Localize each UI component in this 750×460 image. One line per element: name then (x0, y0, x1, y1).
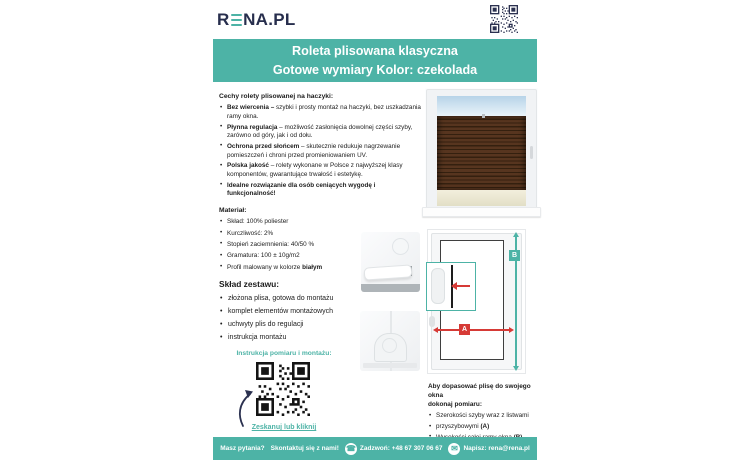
inset-handle (431, 268, 445, 304)
scan-or-click-link[interactable]: Zeskanuj lub kliknij (251, 424, 317, 431)
label-a: A (459, 324, 470, 335)
window-frame (426, 89, 537, 209)
bracket-base (363, 363, 417, 368)
width-measure-arrow (435, 329, 512, 331)
glazing-bead-inset (426, 262, 476, 311)
logo-text-prefix: R (217, 10, 230, 29)
product-subtitle: Gotowe wymiary Kolor: czekolada (272, 63, 478, 77)
title-banner (213, 39, 537, 82)
inset-red-arrow (455, 285, 470, 287)
measure-item: • przyszybowymi (A) (428, 423, 542, 432)
blind-hook (482, 114, 485, 118)
phone-icon: ☎ (345, 443, 356, 453)
kit-item: • złożona plisa, gotowa do montażu (219, 294, 421, 304)
contact-footer (213, 437, 537, 460)
feature-item: • Bez wiercenia – szybki i prosty montaż na haczyki, bez uszkadzania ramy okna. (219, 104, 421, 121)
footer-phone[interactable]: Zadzwoń: +48 67 307 06 67 (359, 445, 443, 452)
chocolate-pleated-blind (437, 116, 526, 190)
window-sill (422, 207, 541, 217)
landscape-through-glass (437, 190, 526, 206)
sky-through-glass (437, 96, 526, 116)
window-glass (437, 96, 526, 206)
label-b: B (509, 250, 520, 261)
material-heading: Materiał: (219, 207, 247, 214)
email-icon: ✉ (448, 443, 460, 455)
features-heading: Cechy rolety plisowanej na haczyki: (219, 93, 334, 100)
product-title: Roleta plisowana klasyczna (292, 44, 458, 58)
kit-item: • uchwyty plis do regulacji (219, 320, 421, 330)
grey-strip (361, 284, 420, 292)
diagram-window-handle (429, 316, 435, 327)
detail-photo-rail-hook (361, 232, 420, 292)
material-item: • Stopień zaciemnienia: 40/50 % (219, 241, 421, 250)
measurement-diagram (427, 229, 526, 374)
material-item: • Kurczliwość: 2% (219, 230, 421, 239)
measure-item: • Szerokości szyby wraz z listwami (428, 412, 542, 421)
features-section (219, 92, 421, 201)
frame-emboss (392, 238, 409, 255)
kit-item: • instrukcja montażu (219, 333, 421, 343)
header-qr-code[interactable] (490, 5, 518, 33)
material-item: • Profil malowany w kolorze białym (219, 264, 421, 273)
kit-item: • komplet elementów montażowych (219, 307, 421, 317)
footer-question: Masz pytania? (220, 445, 265, 452)
bracket-circle (382, 338, 397, 353)
material-item: • Skład: 100% poliester (219, 218, 421, 227)
material-item: • Gramatura: 100 ± 10g/m2 (219, 252, 421, 261)
instruction-qr-code[interactable] (256, 362, 310, 416)
rena-logo (217, 10, 296, 30)
kit-heading: Skład zestawu: (219, 279, 280, 289)
feature-item: • Idealne rozwiązanie dla osób ceniących wygodę i funkcjonalność! (219, 182, 421, 199)
window-handle (530, 146, 533, 159)
product-photo-window-blind (425, 88, 538, 217)
measure-section (428, 383, 542, 445)
footer-email-group[interactable] (448, 443, 529, 455)
logo-equals-icon (231, 14, 242, 27)
logo-text-suffix: NA.PL (243, 10, 296, 29)
footer-phone-group[interactable] (345, 443, 443, 455)
measure-heading-line1: Aby dopasować plisę do swojego okna (428, 383, 531, 399)
feature-item: • Płynna regulacja – możliwość zasłonięcia dowolnej części szyby, zarówno od góry, jak i od dołu. (219, 124, 421, 141)
blind-rail (364, 264, 413, 280)
feature-item: • Ochrona przed słońcem – skutecznie redukuje nagrzewanie pomieszczeń i chroni przed promieniowaniem UV. (219, 143, 421, 160)
footer-cta: Skontaktuj się z nami! (270, 445, 339, 452)
measure-heading-line2: dokonaj pomiaru: (428, 400, 483, 408)
detail-photo-bracket (360, 311, 420, 371)
footer-email[interactable]: Napisz: rena@rena.pl (463, 445, 530, 452)
instruction-heading: Instrukcja pomiaru i montażu: (236, 350, 332, 357)
feature-item: • Polska jakość – rolety wykonane w Polsce z najwyższej klasy komponentów, gwarantujące trwałość i estetykę. (219, 162, 421, 179)
